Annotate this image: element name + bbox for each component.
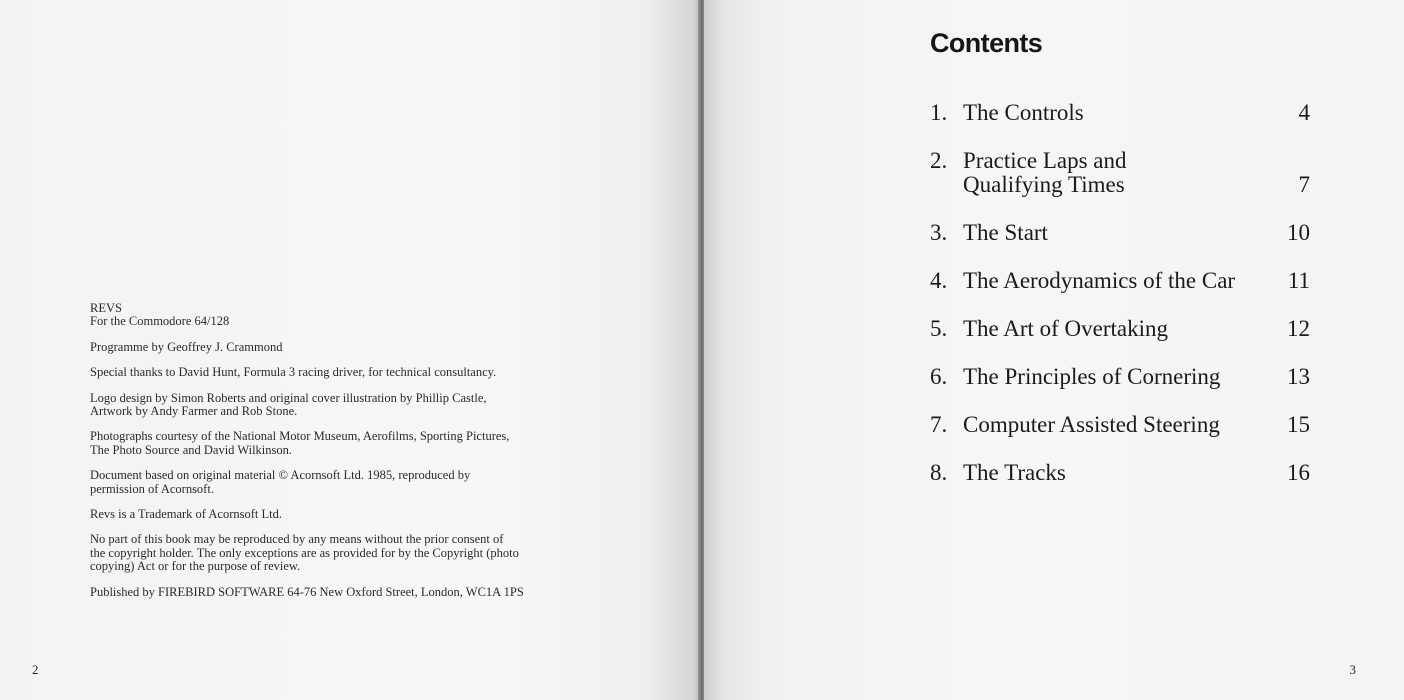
- toc-entry-title: Practice Laps and Qualifying Times: [963, 148, 1127, 197]
- toc-entry: [930, 149, 1310, 197]
- toc-entry-number: 2.: [930, 148, 948, 173]
- credit-photographs: Photographs courtesy of the National Motor Museum, Aerofilms, Sporting Pictures, The Photo Source and David Wilkinson.: [90, 429, 510, 457]
- toc-entry-number: 3.: [930, 220, 948, 245]
- toc-entry-page: 15: [1287, 412, 1310, 437]
- toc-entry-page: 10: [1287, 220, 1310, 245]
- credit-thanks: Special thanks to David Hunt, Formula 3 racing driver, for technical consultancy.: [90, 365, 497, 380]
- toc-entry-number: 5.: [930, 316, 948, 341]
- page-number-right: 3: [1349, 662, 1356, 677]
- toc-entry: [930, 413, 1310, 437]
- toc-entry-title: The Aerodynamics of the Car: [963, 268, 1236, 293]
- toc-entry-title: The Art of Overtaking: [963, 316, 1169, 341]
- toc-entry-title: The Start: [963, 220, 1048, 245]
- toc-entry: [930, 365, 1310, 389]
- toc-entry-title: The Principles of Cornering: [963, 364, 1221, 389]
- toc-entry-number: 8.: [930, 460, 948, 485]
- toc-entry-title: The Tracks: [963, 460, 1066, 485]
- credit-artwork: Logo design by Simon Roberts and original cover illustration by Phillip Castle, Artwork by Andy Farmer and Rob Stone.: [90, 390, 487, 419]
- toc-entry: [930, 221, 1310, 245]
- toc-entry-page: 16: [1287, 460, 1310, 485]
- credit-trademark: Revs is a Trademark of Acornsoft Ltd.: [90, 507, 282, 522]
- toc-entry-page: 7: [1298, 172, 1310, 197]
- toc-entry: [930, 269, 1310, 293]
- toc-entry-page: 13: [1287, 364, 1310, 389]
- toc-entry-number: 7.: [930, 412, 948, 437]
- left-page: [0, 0, 700, 700]
- toc-entry: [930, 101, 1310, 125]
- right-page: [704, 0, 1404, 700]
- credits-block: [90, 302, 650, 611]
- credit-publisher: Published by FIREBIRD SOFTWARE 64-76 New Oxford Street, London, WC1A 1PS: [90, 584, 524, 599]
- toc-entry-page: 4: [1298, 100, 1310, 125]
- toc-entry-title: Computer Assisted Steering: [963, 412, 1220, 437]
- page-number-left: 2: [32, 662, 39, 677]
- credit-reproduction: No part of this book may be reproduced by any means without the prior consent of the copyright holder. The only exceptions are as provided for by the Copyright (photo copying) Act or for the purpose of review.: [90, 532, 519, 574]
- credit-product: REVS For the Commodore 64/128: [90, 301, 230, 329]
- credit-programmer: Programme by Geoffrey J. Crammond: [90, 339, 283, 354]
- toc-entry-title: The Controls: [963, 100, 1084, 125]
- toc-entry: [930, 461, 1310, 485]
- toc-entry: [930, 317, 1310, 341]
- toc-entry-number: 1.: [930, 100, 948, 125]
- table-of-contents: [930, 101, 1310, 509]
- credit-copyright: Document based on original material © Acornsoft Ltd. 1985, reproduced by permission of Acornsoft.: [90, 468, 471, 496]
- toc-entry-page: 11: [1287, 268, 1310, 293]
- toc-entry-page: 12: [1287, 316, 1310, 341]
- toc-entry-number: 6.: [930, 364, 948, 389]
- toc-entry-number: 4.: [930, 268, 948, 293]
- contents-heading: Contents: [930, 28, 1043, 58]
